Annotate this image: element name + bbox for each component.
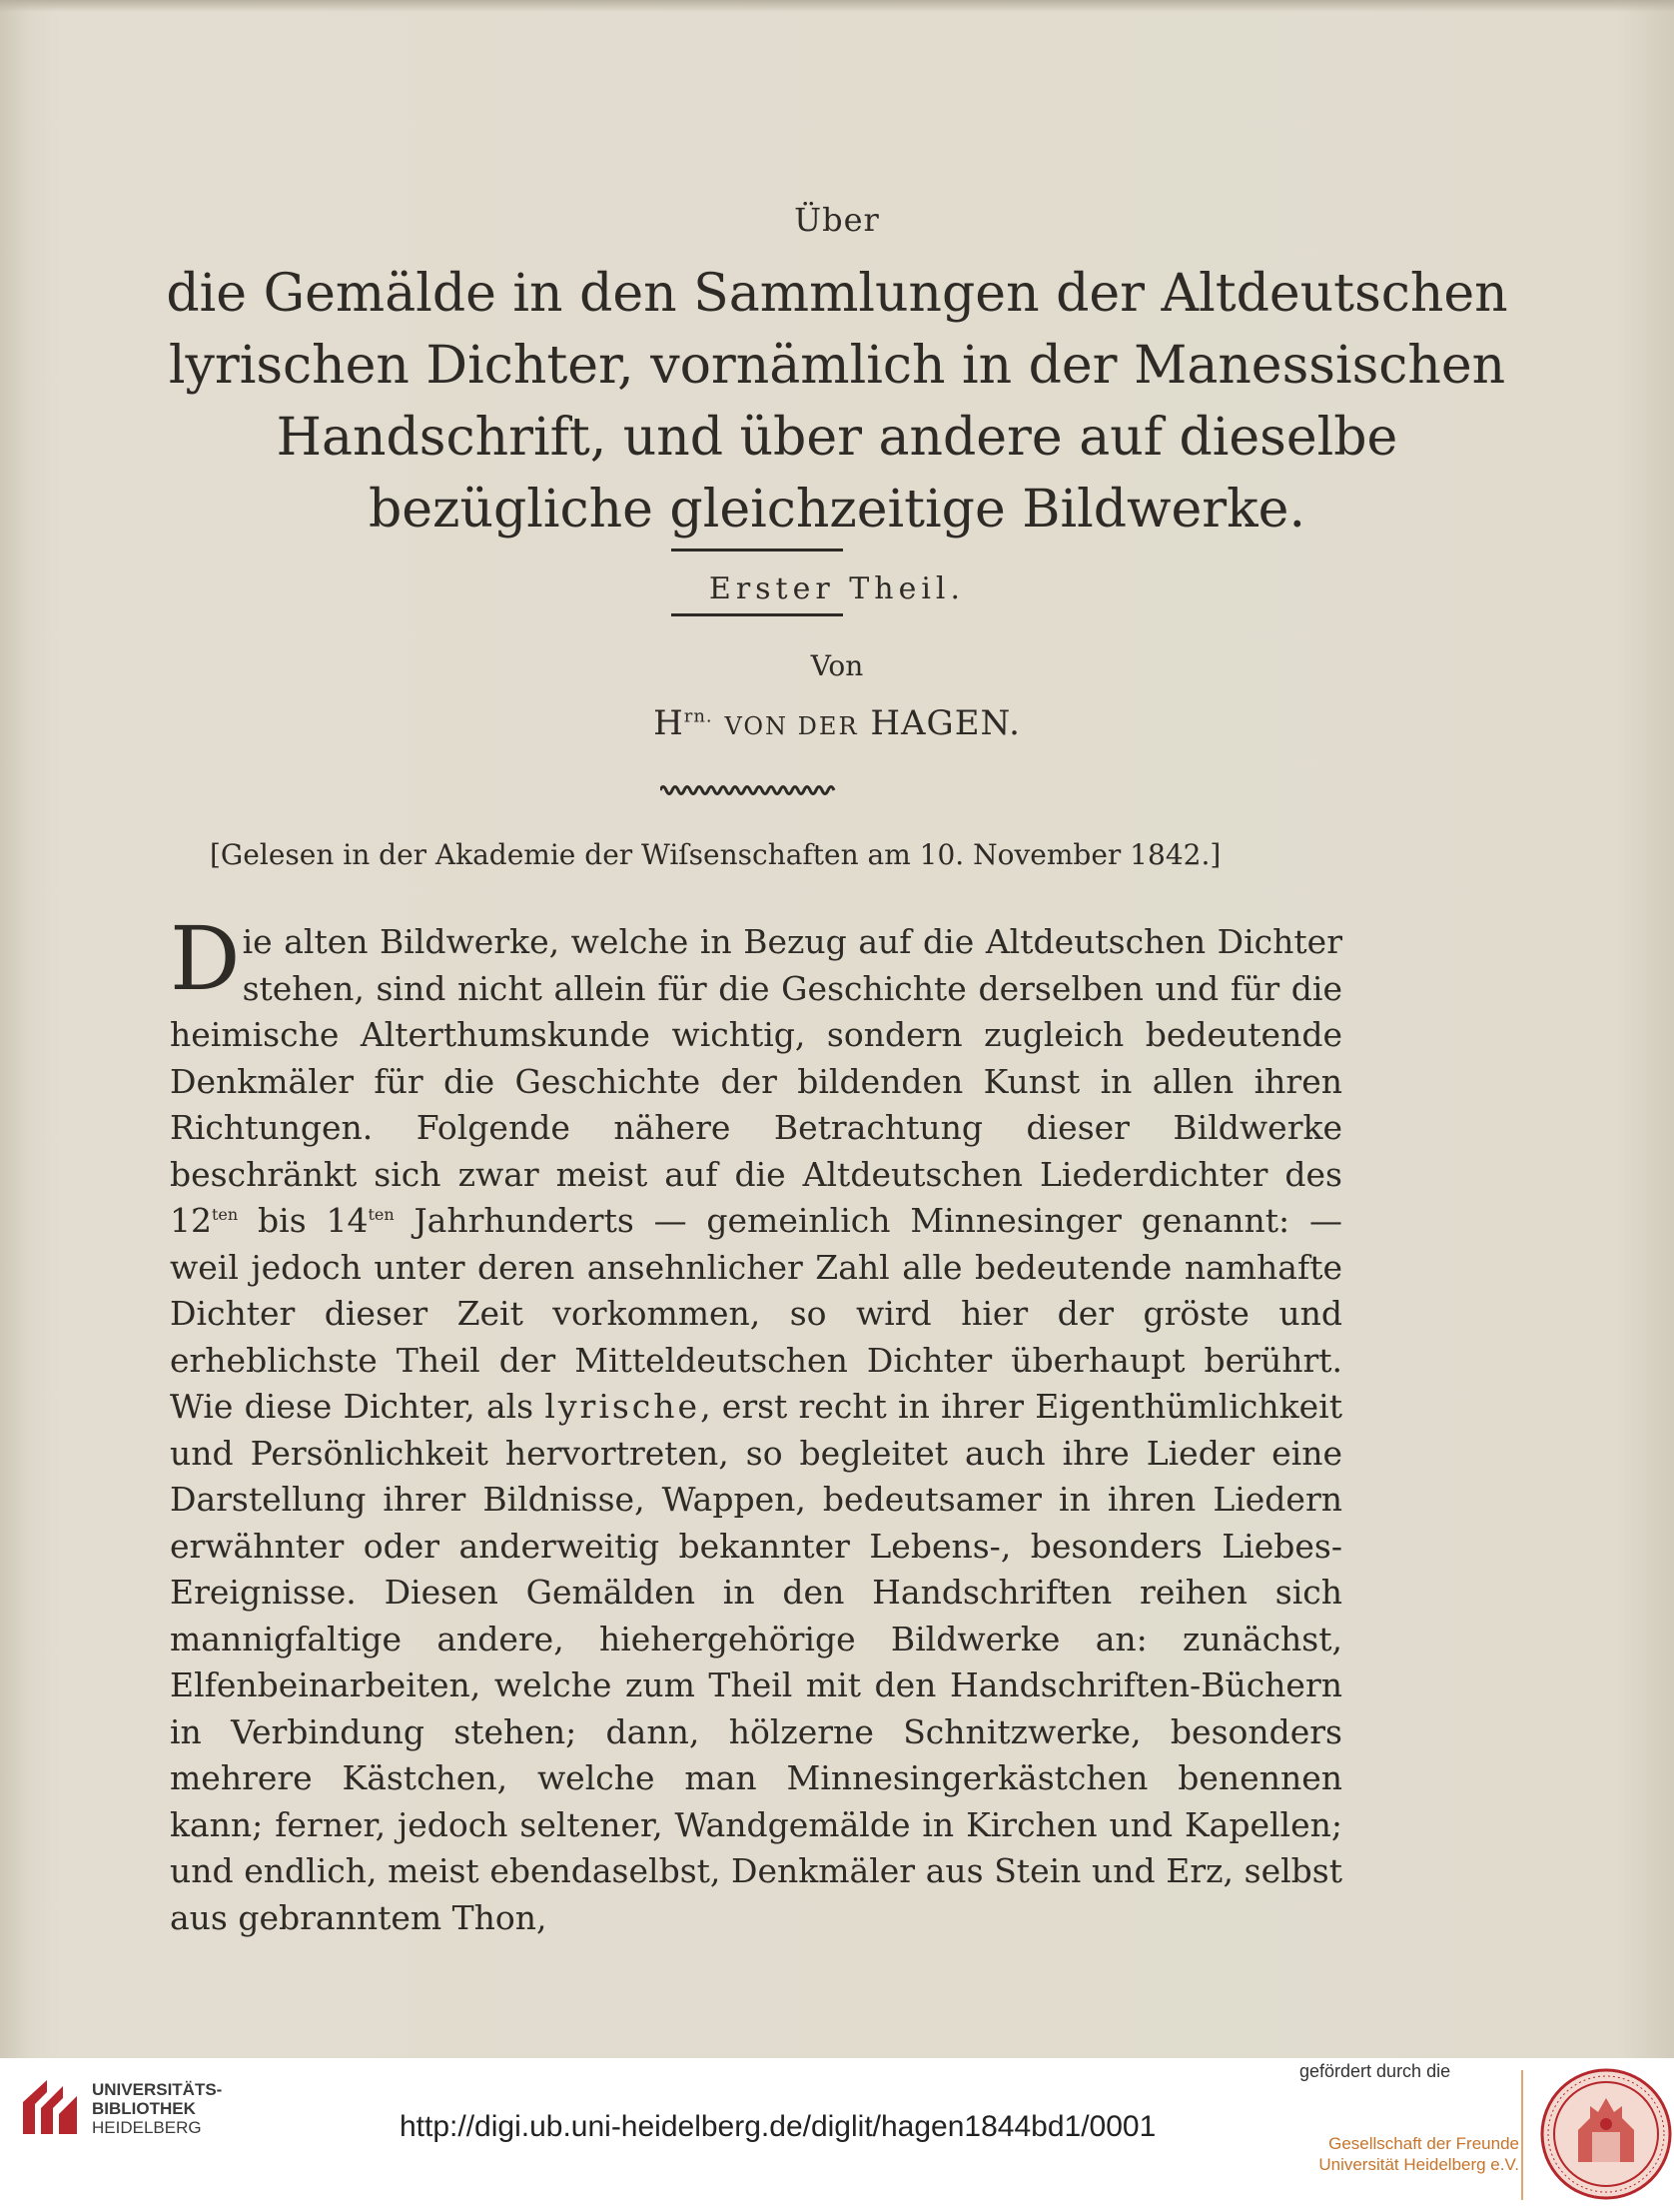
library-name (92, 2080, 252, 2137)
title-line: bezügliche gleichzeitige Bildwerke. (369, 480, 1305, 540)
drop-cap: D (170, 907, 241, 1010)
library-line: BIBLIOTHEK (92, 2099, 196, 2118)
author-surname: HAGEN. (870, 703, 1021, 743)
part-label: Erster Theil. (708, 571, 966, 606)
divider-rule (671, 549, 843, 552)
ornament-squiggle-icon (660, 781, 836, 799)
author-sup: rn. (683, 705, 713, 727)
byline-von: Von (810, 649, 864, 682)
title-line: die Gemälde in den Sammlungen der Altdeutschen (166, 264, 1508, 324)
footer-divider (1521, 2070, 1523, 2200)
society-line: Universität Heidelberg e.V. (1318, 2155, 1519, 2174)
society-line: Gesellschaft der Freunde (1328, 2134, 1519, 2153)
author-prefix: H (653, 703, 684, 743)
title-line: Handschrift, und über andere auf dieselbe (276, 408, 1398, 468)
reading-note: [Gelesen in der Akademie der Wiſsenschaften am 10. November 1842.] (210, 838, 1222, 871)
body-text-part: bis 14 (238, 1201, 369, 1240)
society-name[interactable] (1299, 2133, 1519, 2175)
page-fold-shadow (0, 0, 1674, 12)
permalink-url[interactable]: http://digi.ub.uni-heidelberg.de/diglit/hagen1844bd1/0001 (400, 2110, 1157, 2143)
author-name (0, 703, 1674, 743)
university-seal-icon (1538, 2066, 1674, 2202)
ordinal-suffix: ten (368, 1205, 395, 1224)
page-title (120, 258, 1554, 546)
body-text-part: ie alten Bildwerke, welche in Bezug auf die Altdeutschen Dichter stehen, sind nicht allein für die Geschichte derselben und für die heimische Alterthumskunde wichtig, sondern zugleich bedeutende Denkmäler für die Geschichte der bildenden Kunst in allen ihren Richtungen. Folgende nähere Betrachtung dieser Bildwerke beschränkt sich zwar meist auf die Altdeutschen Liederdichter des 12 (170, 922, 1342, 1240)
divider-rule (671, 613, 843, 616)
library-line: UNIVERSITÄTS- (92, 2080, 223, 2099)
body-paragraph (170, 907, 1342, 1941)
emphasized-word: lyrische (544, 1387, 701, 1426)
library-line: HEIDELBERG (92, 2118, 202, 2137)
author-particle: VON DER (724, 712, 859, 740)
body-text-part: Jahrhunderts — gemeinlich Minnesinger genannt: — weil jedoch unter deren ansehnlicher Zahl alle bedeutende namhafte Dichter dieser Zeit vorkommen, so wird hier der gröste und erheblichste Theil der Mitteldeutschen Dichter überhaupt berührt. Wie diese Dichter, als (170, 1201, 1342, 1426)
body-text-part: , erst recht in ihrer Eigenthümlichkeit und Persönlichkeit hervortreten, so begleitet auch ihre Lieder eine Darstellung ihrer Bildnisse, Wappen, bedeutsamer in ihren Liedern erwähnter oder anderweitig bekannter Lebens-, besonders Liebes-Ereignisse. Diesen Gemälden in den Handschriften reihen sich mannigfaltige andere, hiehergehörige Bildwerke an: zunächst, Elfenbeinarbeiten, welche zum Theil mit den Handschriften-Büchern in Verbindung stehen; dann, hölzerne Schnitzwerke, besonders mehrere Kästchen, welche man Minnesingerkästchen benennen kann; ferner, jedoch seltener, Wandgemälde in Kirchen und Kapellen; und endlich, meist ebendaselbst, Denkmäler aus Stein und Erz, selbst aus gebranntem Thon, (170, 1387, 1342, 1937)
ordinal-suffix: ten (212, 1205, 239, 1224)
title-line: lyrischen Dichter, vornämlich in der Manessischen (168, 336, 1506, 396)
funded-by-label: gefördert durch die (1299, 2061, 1451, 2081)
ub-heidelberg-logo-icon (17, 2074, 83, 2140)
heading-over: Über (794, 201, 880, 239)
